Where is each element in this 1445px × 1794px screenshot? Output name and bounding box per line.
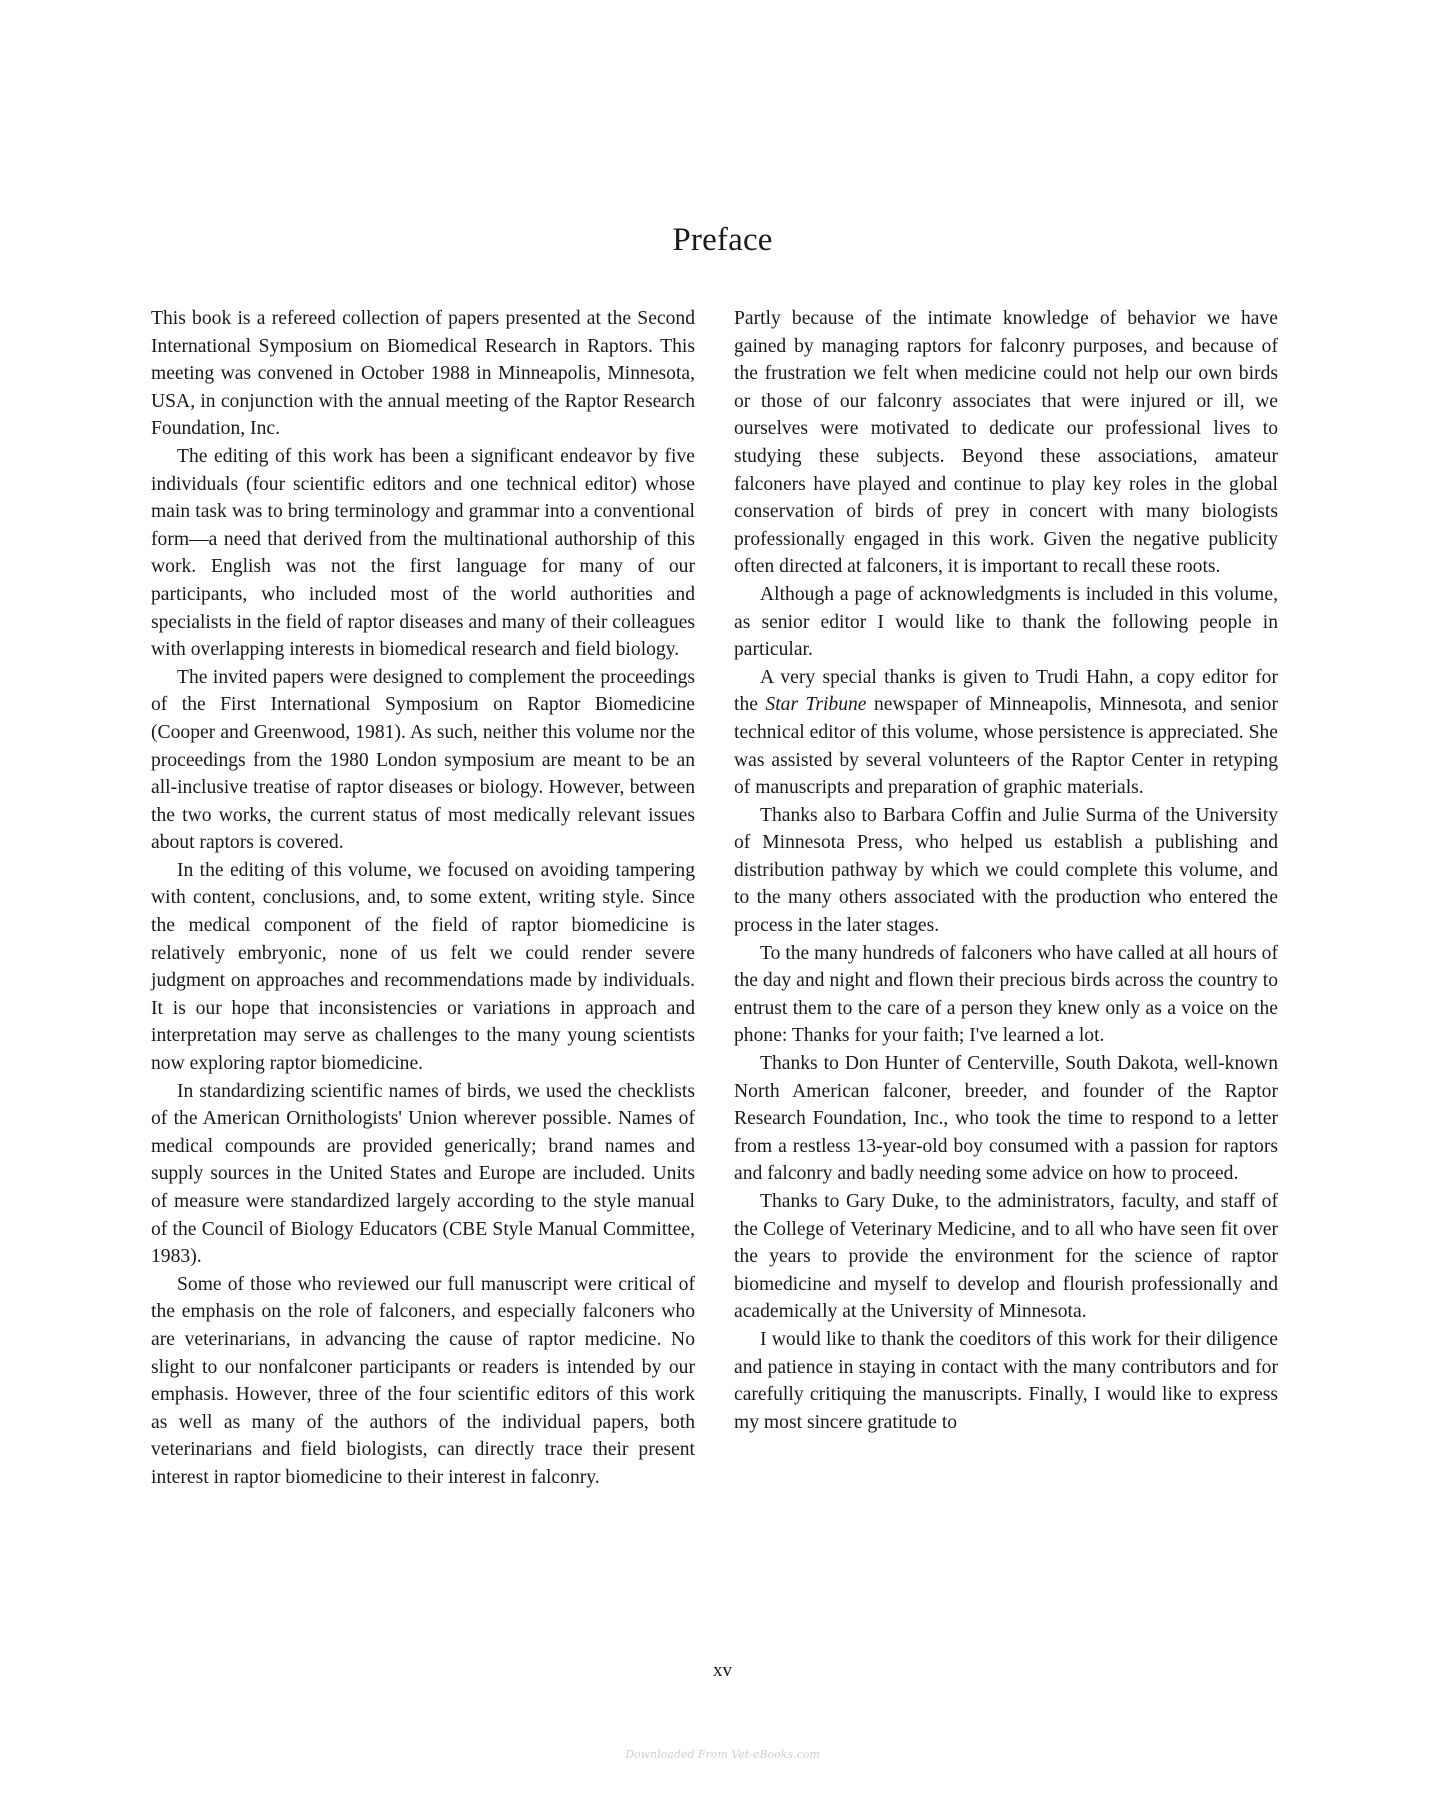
paragraph: Thanks also to Barbara Coffin and Julie Surma of the University of Minnesota Press, who helped us establish a publishing and distribution pathway by which we could complete this volume, and to the many others associated with the production who entered the process in the later stages. [734, 804, 1278, 937]
paragraph: Although a page of acknowledgments is included in this volume, as senior editor I would like to thank the following people in particular. [734, 583, 1278, 661]
paragraph: In the editing of this volume, we focused on avoiding tampering with content, conclusions, and, to some extent, writing style. Since the medical component of the field of raptor biomedicine is relatively embryonic, none of us felt we could render severe judgment on approaches and recommendations made by individuals. It is our hope that inconsistencies or variations in approach and interpretation may serve as challenges to the many young scientists now exploring raptor biomedicine. [151, 859, 695, 1075]
paragraph: In standardizing scientific names of birds, we used the checklists of the American Ornithologists' Union wherever possible. Names of medical compounds are provided generically; brand names and supply sources in the United States and Europe are included. Units of measure were standardized largely according to the style manual of the Council of Biology Educators (CBE Style Manual Committee, 1983). [151, 1080, 695, 1268]
paragraph: Thanks to Don Hunter of Centerville, South Dakota, well-known North American falconer, breeder, and founder of the Raptor Research Foundation, Inc., who took the time to respond to a letter from a restless 13-year-old boy consumed with a passion for raptors and falconry and badly needing some advice on how to proceed. [734, 1053, 1278, 1185]
paragraph: Some of those who reviewed our full manuscript were critical of the emphasis on the role of falconers, and especially falconers who are veterinarians, in advancing the cause of raptor medicine. No slight to our nonfalconer participants or readers is intended by our emphasis. However, three of the four scientific editors of this work as well as many of the authors of the individual papers, both veterinarians and field biologists, can directly trace their present interest in raptor biomedicine to their interest in falconry. [151, 1273, 695, 1488]
newspaper-title: Star Tribune [765, 694, 867, 716]
paragraph: To the many hundreds of falconers who have called at all hours of the day and night and flown their precious birds across the country to entrust them to the care of a person they knew only as a voice on the phone: Thanks for your faith; I've learned a lot. [734, 942, 1278, 1047]
paragraph: I would like to thank the coeditors of this work for their diligence and patience in staying in contact with the many contributors and for carefully critiquing the manuscripts. Finally, I would like to express my most sincere gratitude to [734, 1328, 1278, 1433]
paragraph [734, 664, 1278, 802]
left-column [151, 305, 695, 1492]
paragraph: Partly because of the intimate knowledge of behavior we have gained by managing raptors for falconry purposes, and because of the frustration we felt when medicine could not help our own birds or those of our falconry associates that were injured or ill, we ourselves were motivated to dedicate our professional lives to studying these subjects. Beyond these associations, amateur falconers have played and continue to play key roles in the global conservation of birds of prey in concert with many biologists professionally engaged in this work. Given the negative publicity often directed at falconers, it is important to recall these roots. [734, 308, 1278, 578]
paragraph: The invited papers were designed to complement the proceedings of the First International Symposium on Raptor Biomedicine (Cooper and Greenwood, 1981). As such, neither this volume nor the proceedings from the 1980 London symposium are meant to be an all-inclusive treatise of raptor diseases or biology. However, between the two works, the current status of most medically relevant issues about raptors is covered. [151, 666, 695, 854]
paragraph: This book is a refereed collection of papers presented at the Second International Symposium on Biomedical Research in Raptors. This meeting was convened in October 1988 in Minneapolis, Minnesota, USA, in conjunction with the annual meeting of the Raptor Research Foundation, Inc. [151, 308, 695, 440]
page-title: Preface [672, 222, 773, 258]
watermark: Downloaded From Vet-eBooks.com [625, 1748, 820, 1761]
right-column [734, 305, 1278, 1436]
paragraph-text: newspaper of Minneapolis, Minnesota, and senior technical editor of this volume, whose persistence is appreciated. She was assisted by several volunteers of the Raptor Center in retyping of manuscripts and preparation of graphic materials. [734, 694, 1278, 799]
paragraph: The editing of this work has been a significant endeavor by five individuals (four scientific editors and one technical editor) whose main task was to bring terminology and grammar into a conventional form—a need that derived from the multinational authorship of this work. English was not the first language for many of our participants, who included most of the world authorities and specialists in the field of raptor diseases and many of their colleagues with overlapping interests in biomedical research and field biology. [151, 445, 695, 661]
page-number: xv [713, 1660, 732, 1681]
paragraph: Thanks to Gary Duke, to the administrators, faculty, and staff of the College of Veterinary Medicine, and to all who have seen fit over the years to provide the environment for the science of raptor biomedicine and myself to develop and flourish professionally and academically at the University of Minnesota. [734, 1191, 1278, 1323]
paragraph-text: A very special thanks is given to Trudi Hahn, a copy editor for the [734, 666, 1278, 716]
